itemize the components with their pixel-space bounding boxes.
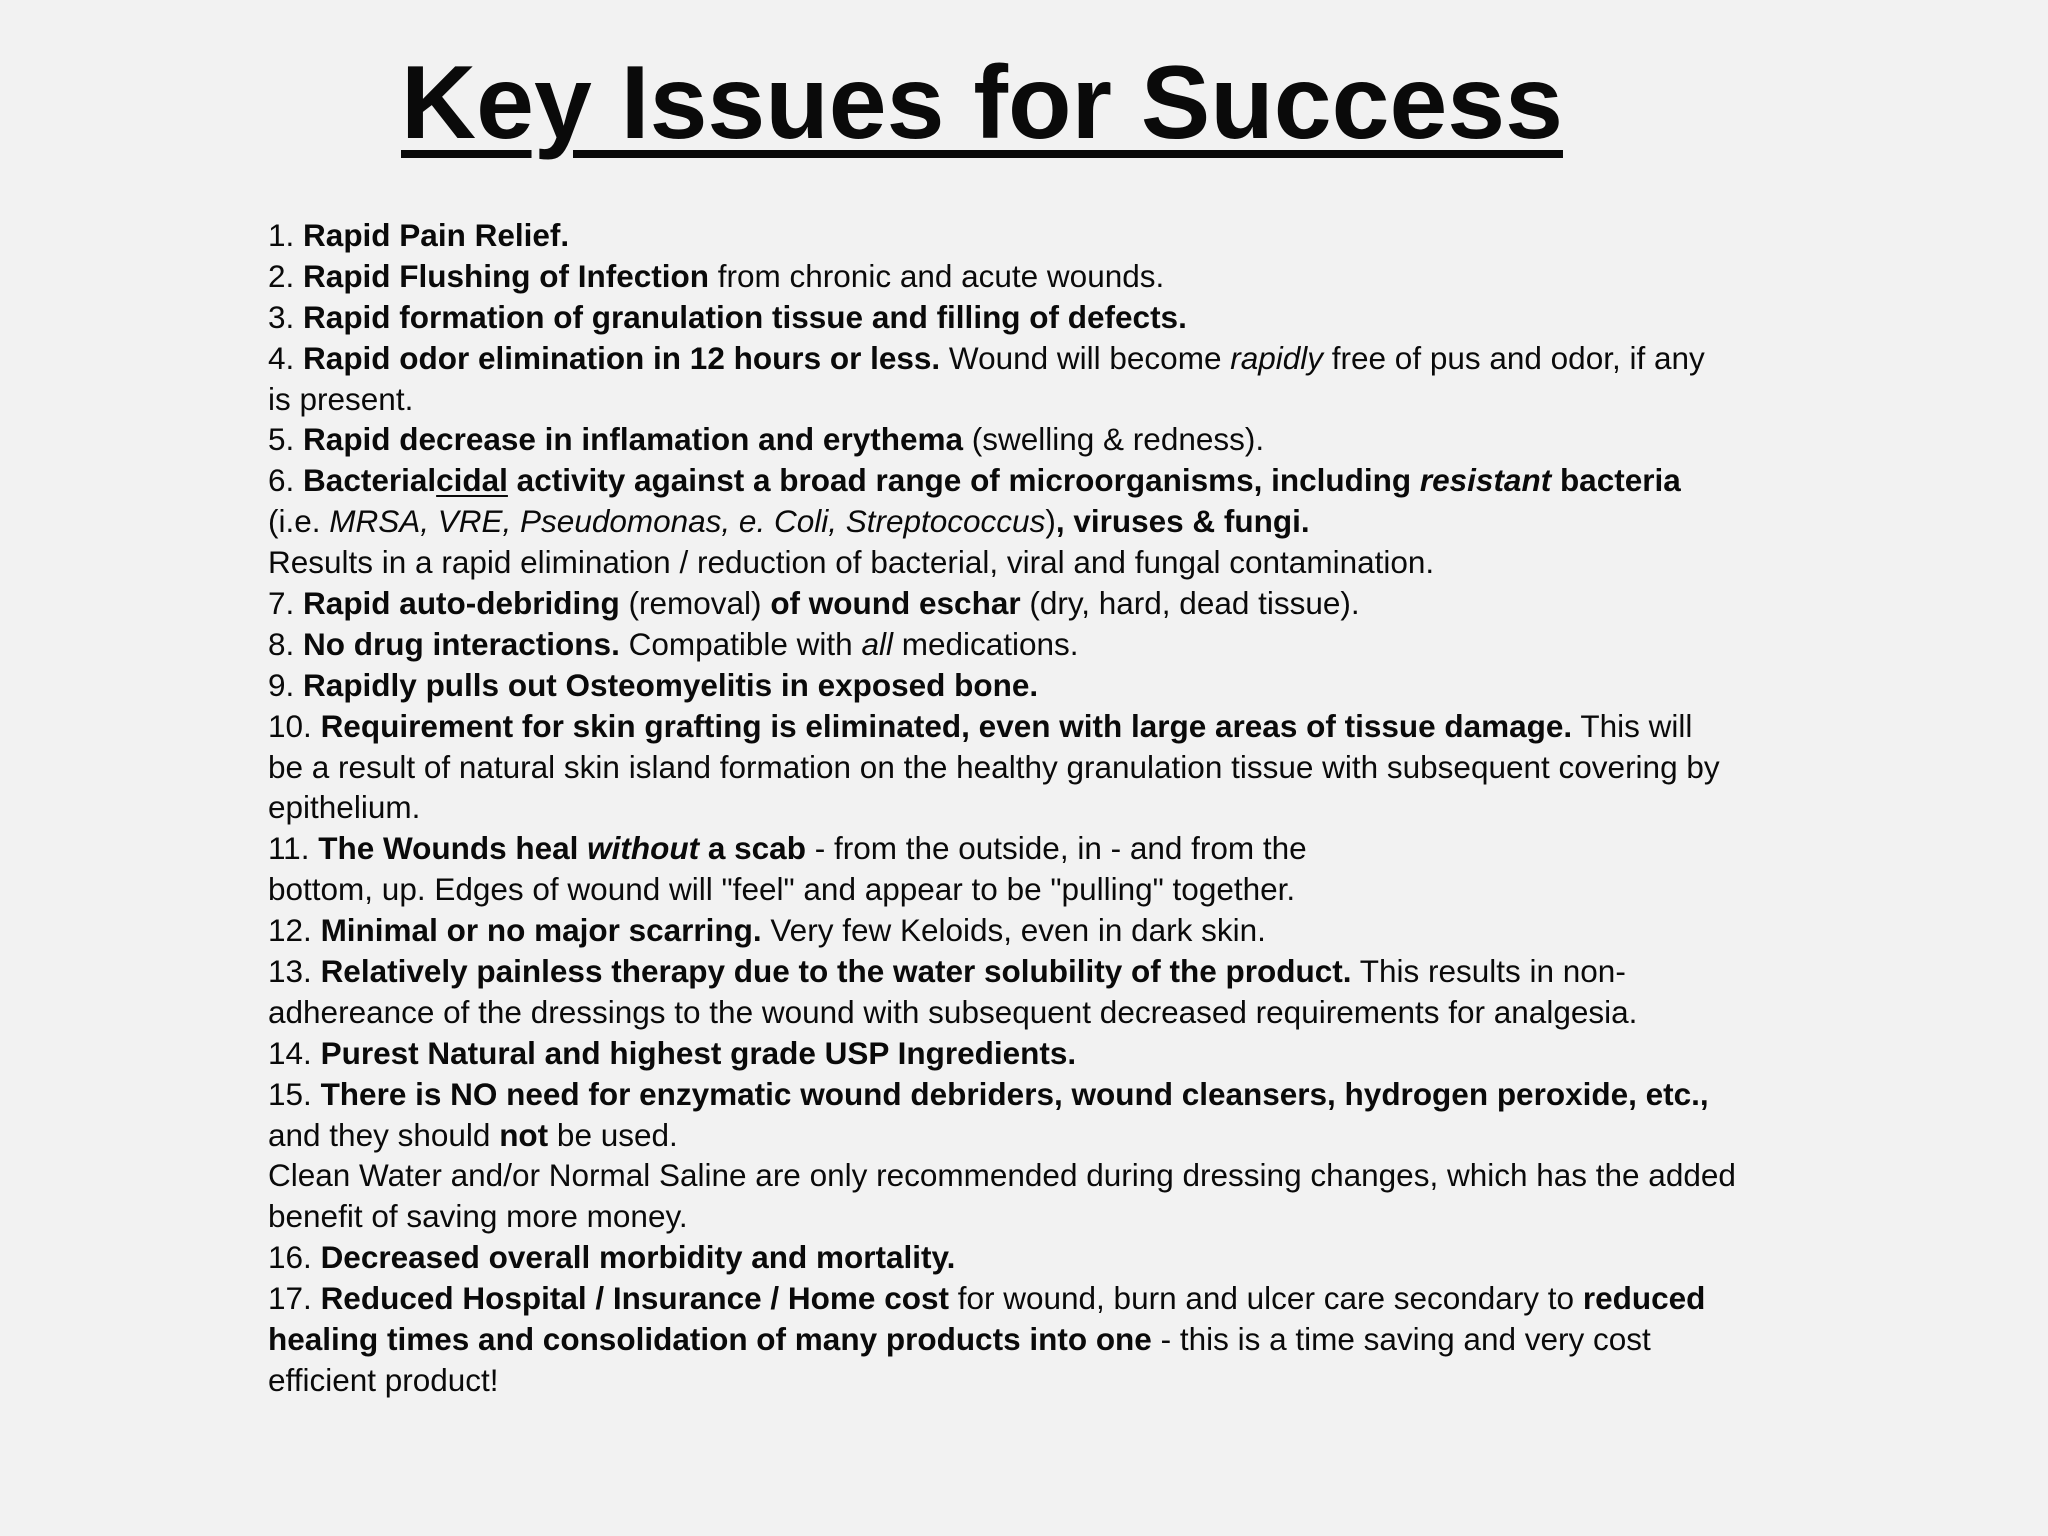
list-item-17-cont: healing times and consolidation of many products into one - this is a time saving and very cost xyxy=(268,1321,1651,1358)
list-item-11-cont: bottom, up. Edges of wound will "feel" and appear to be "pulling" together. xyxy=(268,871,1296,908)
list-item-13-cont: adhereance of the dressings to the wound with subsequent decreased requirements for analgesia. xyxy=(268,993,1638,1030)
list-item-15: 15. There is NO need for enzymatic wound debriders, wound cleansers, hydrogen peroxide, etc., xyxy=(268,1075,1709,1112)
list-item-12: 12. Minimal or no major scarring. Very few Keloids, even in dark skin. xyxy=(268,912,1266,949)
list-item-6-cont: (i.e. MRSA, VRE, Pseudomonas, e. Coli, Streptococcus), viruses & fungi. xyxy=(268,503,1310,540)
list-item-15-cont: and they should not be used. xyxy=(268,1116,678,1153)
slide-title: Key Issues for Success xyxy=(401,45,1563,161)
list-item-13: 13. Relatively painless therapy due to the water solubility of the product. This results in non- xyxy=(268,953,1626,990)
list-item-17-cont2: efficient product! xyxy=(268,1361,499,1398)
issues-list xyxy=(268,215,1868,1401)
list-item-8: 8. No drug interactions. Compatible with all medications. xyxy=(268,625,1079,662)
list-item-10-cont: be a result of natural skin island formation on the healthy granulation tissue with subsequent covering by xyxy=(268,748,1720,785)
list-item-2: 2. Rapid Flushing of Infection from chronic and acute wounds. xyxy=(268,257,1165,294)
list-item-6-note: Results in a rapid elimination / reduction of bacterial, viral and fungal contamination. xyxy=(268,544,1435,581)
list-item-15-note: Clean Water and/or Normal Saline are only recommended during dressing changes, which has the added xyxy=(268,1157,1736,1194)
list-item-7: 7. Rapid auto-debriding (removal) of wound eschar (dry, hard, dead tissue). xyxy=(268,585,1360,622)
list-item-15-note2: benefit of saving more money. xyxy=(268,1198,688,1235)
list-item-1: 1. Rapid Pain Relief. xyxy=(268,217,570,253)
list-item-9: 9. Rapidly pulls out Osteomyelitis in exposed bone. xyxy=(268,666,1039,703)
list-item-10-cont2: epithelium. xyxy=(268,789,421,826)
list-item-17: 17. Reduced Hospital / Insurance / Home cost for wound, burn and ulcer care secondary to reduced xyxy=(268,1280,1706,1317)
list-item-4-cont: is present. xyxy=(268,380,414,417)
list-item-6: 6. Bacterialcidal activity against a broad range of microorganisms, including resistant bacteria xyxy=(268,462,1681,499)
list-item-5: 5. Rapid decrease in inflamation and erythema (swelling & redness). xyxy=(268,421,1265,458)
list-item-3: 3. Rapid formation of granulation tissue and filling of defects. xyxy=(268,298,1187,335)
list-item-11: 11. The Wounds heal without a scab - from the outside, in - and from the xyxy=(268,830,1307,867)
list-item-10: 10. Requirement for skin grafting is eliminated, even with large areas of tissue damage. This will xyxy=(268,707,1693,744)
list-item-4: 4. Rapid odor elimination in 12 hours or less. Wound will become rapidly free of pus and odor, if any xyxy=(268,339,1705,376)
list-item-16: 16. Decreased overall morbidity and mortality. xyxy=(268,1239,956,1276)
list-item-14: 14. Purest Natural and highest grade USP Ingredients. xyxy=(268,1034,1077,1071)
